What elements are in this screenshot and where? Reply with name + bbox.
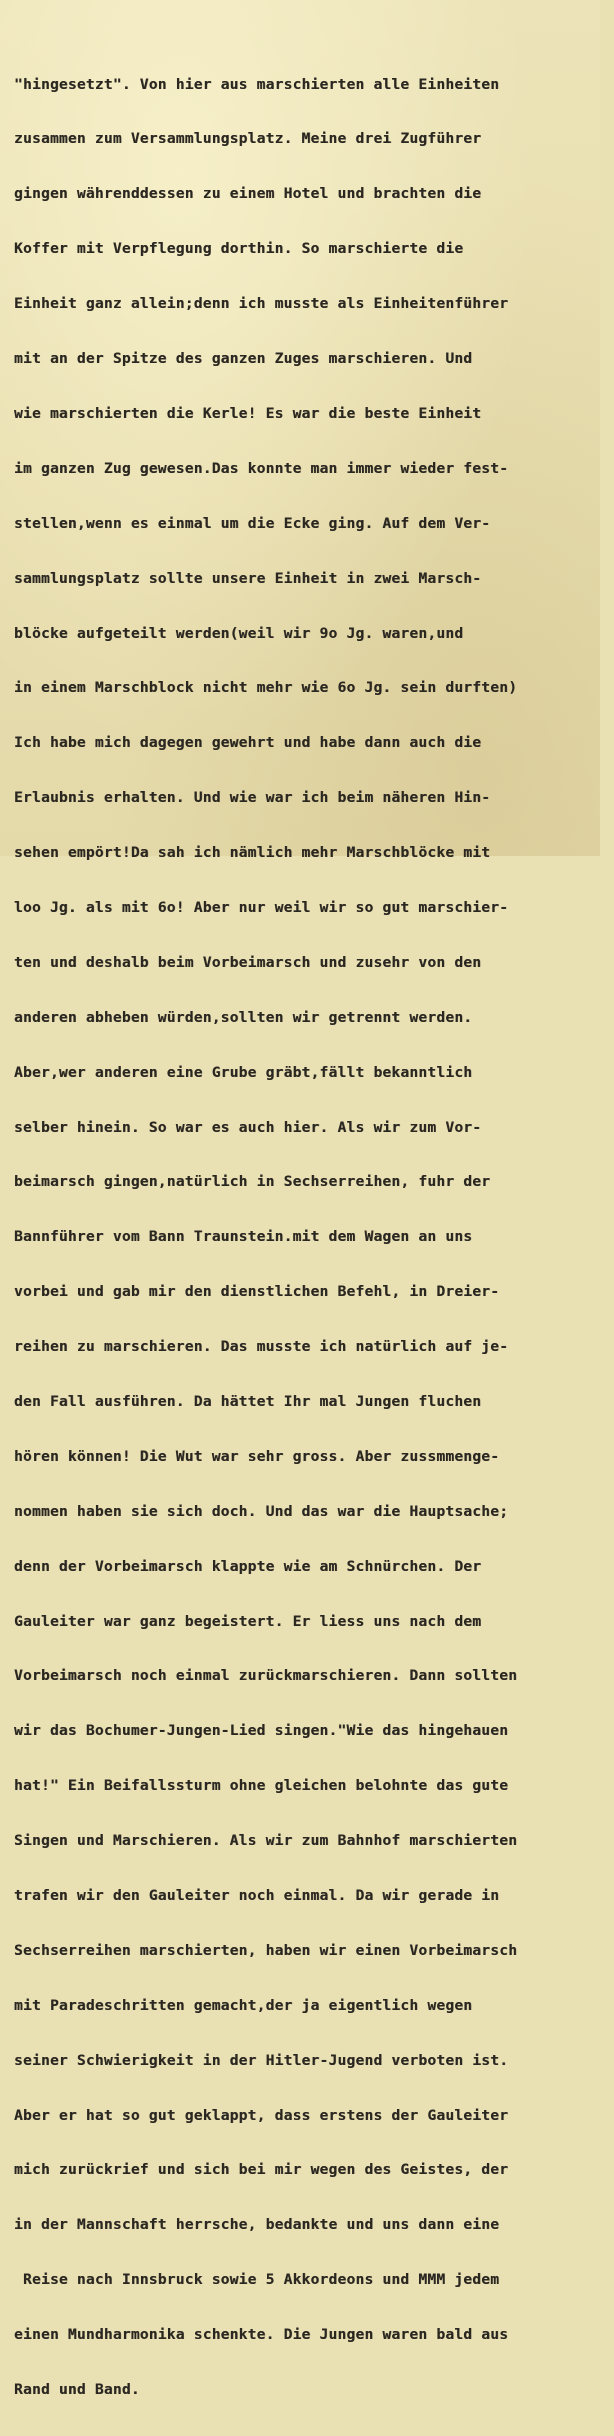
text-line: nommen haben sie sich doch. Und das war die Hauptsache; <box>14 1502 509 1520</box>
text-line: Singen und Marschieren. Als wir zum Bahnhof marschierten <box>14 1832 518 1850</box>
text-line: mit an der Spitze des ganzen Zuges marschieren. Und <box>14 350 473 368</box>
text-line: seiner Schwierigkeit in der Hitler-Jugend verboten ist. <box>14 2051 509 2069</box>
text-line: vorbei und gab mir den dienstlichen Befehl, in Dreier- <box>14 1283 500 1301</box>
text-line: hat!" Ein Beifallssturm ohne gleichen belohnte das gute <box>14 1777 509 1795</box>
text-line: wir das Bochumer-Jungen-Lied singen."Wie das hingehauen <box>14 1722 509 1740</box>
text-line: Vorbeimarsch noch einmal zurückmarschieren. Dann sollten <box>14 1667 518 1685</box>
text-line: loo Jg. als mit 6o! Aber nur weil wir so gut marschier- <box>14 898 509 916</box>
text-line: anderen abheben würden,sollten wir getrennt werden. <box>14 1008 473 1026</box>
text-line: sehen empört!Da sah ich nämlich mehr Marschblöcke mit <box>14 844 491 862</box>
text-line: Reise nach Innsbruck sowie 5 Akkordeons und MMM jedem <box>14 2271 500 2289</box>
text-line: "hingesetzt". Von hier aus marschierten alle Einheiten <box>14 75 500 93</box>
text-line: Koffer mit Verpflegung dorthin. So marschierte die <box>14 240 464 258</box>
text-line: gingen währenddessen zu einem Hotel und brachten die <box>14 185 482 203</box>
typewritten-text <box>14 39 614 2436</box>
text-line: einen Mundharmonika schenkte. Die Jungen waren bald aus <box>14 2326 509 2344</box>
text-line: Rand und Band. <box>14 2381 140 2398</box>
text-line: Aber er hat so gut geklappt, dass erstens der Gauleiter <box>14 2106 509 2124</box>
text-line: beimarsch gingen,natürlich in Sechserreihen, fuhr der <box>14 1173 491 1191</box>
text-line: Aber,wer anderen eine Grube gräbt,fällt bekanntlich <box>14 1063 473 1081</box>
text-line: selber hinein. So war es auch hier. Als wir zum Vor- <box>14 1118 482 1136</box>
text-line: den Fall ausführen. Da hättet Ihr mal Jungen fluchen <box>14 1392 482 1410</box>
text-line: Ich habe mich dagegen gewehrt und habe dann auch die <box>14 734 482 752</box>
text-line: blöcke aufgeteilt werden(weil wir 9o Jg. waren,und <box>14 624 464 642</box>
text-line: trafen wir den Gauleiter noch einmal. Da wir gerade in <box>14 1886 500 1904</box>
text-line: mit Paradeschritten gemacht,der ja eigentlich wegen <box>14 1996 473 2014</box>
text-line: in der Mannschaft herrsche, bedankte und uns dann eine <box>14 2216 500 2234</box>
text-line: in einem Marschblock nicht mehr wie 6o Jg. sein durften) <box>14 679 518 697</box>
text-line: ten und deshalb beim Vorbeimarsch und zusehr von den <box>14 953 482 971</box>
text-line: Gauleiter war ganz begeistert. Er liess uns nach dem <box>14 1612 482 1630</box>
text-line: wie marschierten die Kerle! Es war die beste Einheit <box>14 404 482 422</box>
text-line: Sechserreihen marschierten, haben wir einen Vorbeimarsch <box>14 1941 518 1959</box>
text-line: reihen zu marschieren. Das musste ich natürlich auf je- <box>14 1338 509 1356</box>
text-line: mich zurückrief und sich bei mir wegen des Geistes, der <box>14 2161 509 2179</box>
text-line: Bannführer vom Bann Traunstein.mit dem Wagen an uns <box>14 1228 473 1246</box>
text-line: stellen,wenn es einmal um die Ecke ging. Auf dem Ver- <box>14 514 491 532</box>
text-line: zusammen zum Versammlungsplatz. Meine drei Zugführer <box>14 130 482 148</box>
text-line: hören können! Die Wut war sehr gross. Aber zussmmenge- <box>14 1447 500 1465</box>
text-line: Einheit ganz allein;denn ich musste als Einheitenführer <box>14 295 509 313</box>
text-line: im ganzen Zug gewesen.Das konnte man immer wieder fest- <box>14 459 509 477</box>
text-line: denn der Vorbeimarsch klappte wie am Schnürchen. Der <box>14 1557 482 1575</box>
text-line: sammlungsplatz sollte unsere Einheit in zwei Marsch- <box>14 569 482 587</box>
text-line: Erlaubnis erhalten. Und wie war ich beim näheren Hin- <box>14 789 491 807</box>
